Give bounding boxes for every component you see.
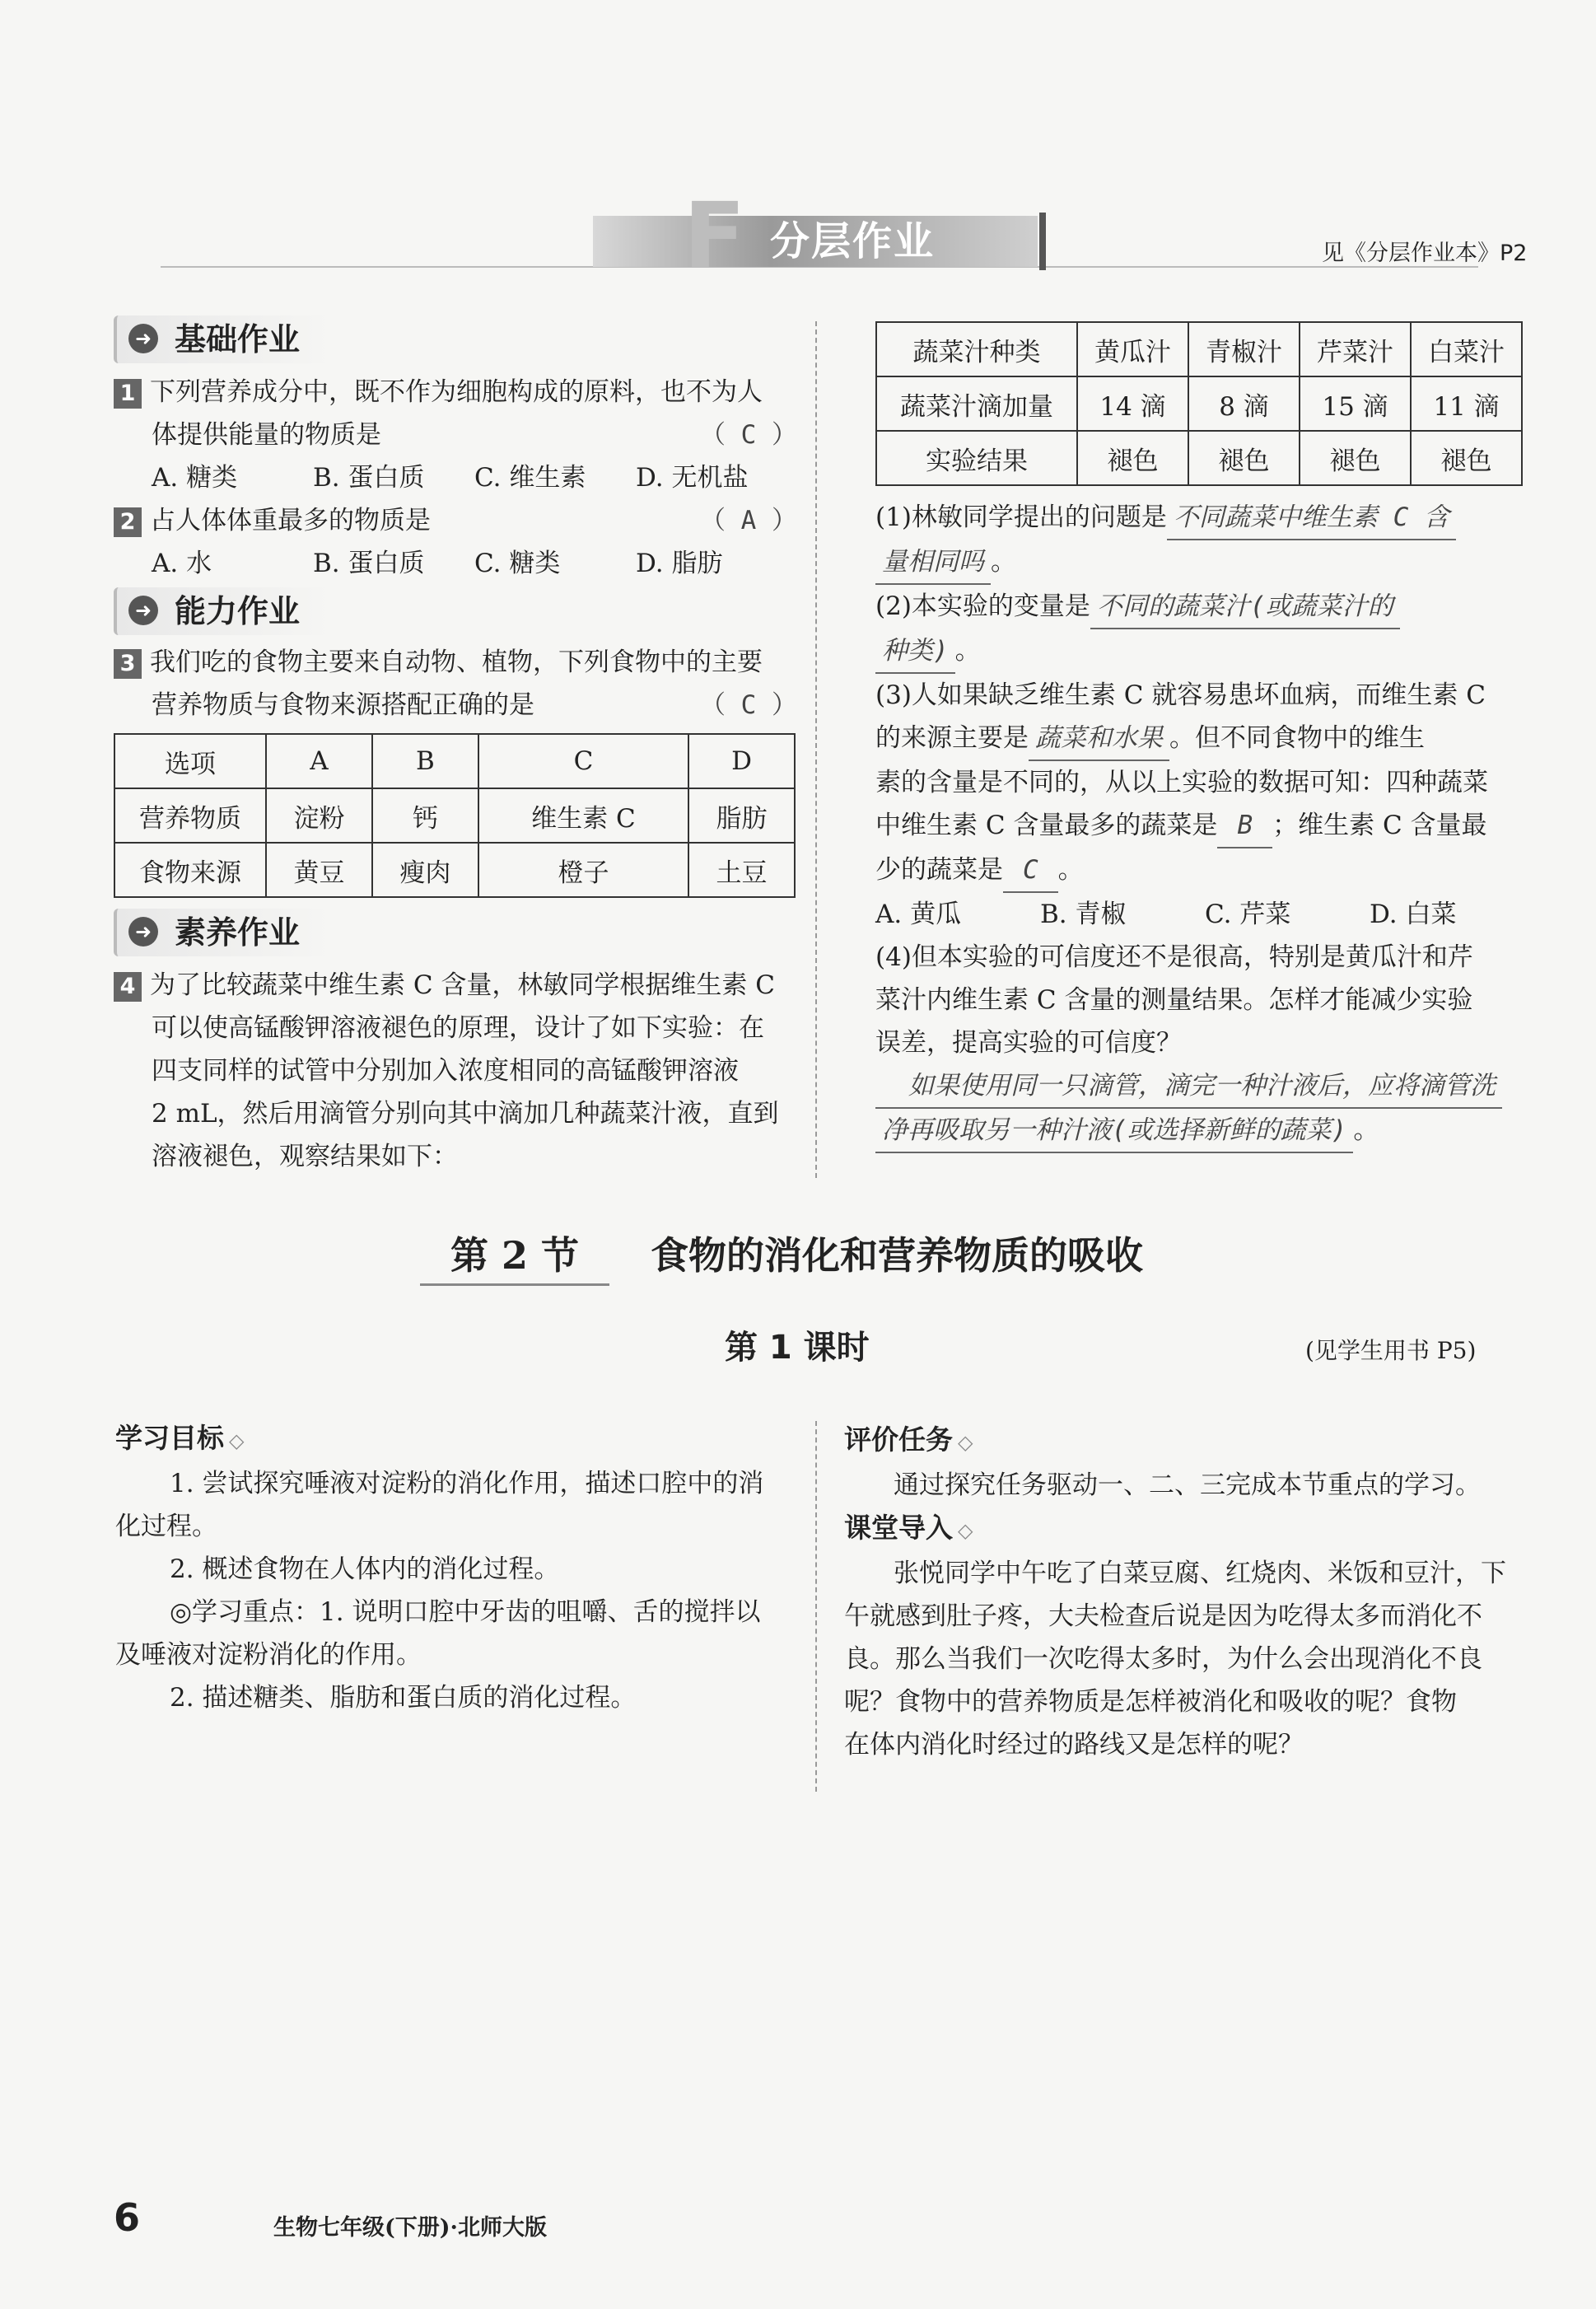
part-text: 中维生素 C 含量最多的蔬菜是	[875, 811, 1218, 840]
question-text: 我们吃的食物主要来自动物、植物，下列食物中的主要	[150, 647, 763, 677]
lesson-title: 第 1 课时	[725, 1329, 870, 1367]
part-text: 。	[1057, 855, 1084, 885]
intro-text: 张悦同学中午吃了白菜豆腐、红烧肉、米饭和豆汁，下	[894, 1559, 1506, 1588]
table-cell: 维生素 C	[478, 788, 688, 843]
option: B. 蛋白质	[313, 463, 425, 493]
table-cell: 实验结果	[876, 431, 1077, 485]
section-basic-homework	[114, 316, 333, 363]
option: A. 水	[152, 549, 212, 578]
diamond-icon: ◇	[958, 1431, 973, 1454]
eval-heading	[844, 1419, 1528, 1464]
answer-blank: 不同蔬菜中维生素 C 含	[1167, 496, 1456, 540]
part-text: 的来源主要是	[875, 723, 1029, 753]
part-text: 误差，提高实验的可信度？	[875, 1028, 1182, 1058]
answer-blank: 净再吸取另一种汁液(或选择新鲜的蔬菜)	[875, 1109, 1353, 1153]
heading-text: 课堂导入	[844, 1512, 953, 1544]
heading-text: 评价任务	[844, 1423, 953, 1456]
table-header-row	[114, 734, 795, 788]
table-cell: 白菜汁	[1411, 322, 1522, 376]
banner-divider	[1039, 213, 1046, 270]
learning-goals	[115, 1417, 799, 1719]
heading-text: 学习目标	[115, 1422, 224, 1454]
intro-text: 呢？食物中的营养物质是怎样被消化和吸收的呢？食物	[844, 1687, 1457, 1717]
column-divider	[815, 1421, 817, 1792]
question-number: 3	[114, 649, 142, 679]
question-number: 1	[114, 379, 142, 409]
question-text: 占人体体重最多的物质是	[150, 506, 431, 535]
student-book-reference: (见学生用书 P5)	[1305, 1337, 1477, 1364]
page-number: 6	[114, 2195, 141, 2240]
question-text: 为了比较蔬菜中维生素 C 含量，林敏同学根据维生素 C	[150, 970, 775, 1000]
evaluation-and-intro	[844, 1419, 1528, 1766]
question-3	[114, 641, 797, 727]
question-text: 营养物质与食物来源搭配正确的是	[152, 690, 534, 720]
question-text: 下列营养成分中，既不作为细胞构成的原料，也不为人	[150, 377, 763, 407]
table-cell: 瘦肉	[372, 843, 478, 897]
table-cell: 褪色	[1188, 431, 1300, 485]
table-row	[876, 431, 1522, 485]
table-cell: C	[478, 734, 688, 788]
part-text: 。	[954, 636, 981, 666]
part-text: 菜汁内维生素 C 含量的测量结果。怎样才能减少实验	[875, 985, 1473, 1015]
table-cell: 食物来源	[114, 843, 266, 897]
part-text: 少的蔬菜是	[875, 855, 1003, 885]
section-label: 素养作业	[175, 914, 301, 951]
question-number: 2	[114, 507, 142, 537]
part-text: (2)本实验的变量是	[875, 591, 1090, 621]
key-point-text: 及唾液对淀粉消化的作用。	[115, 1640, 422, 1670]
intro-text: 午就感到肚子疼，大夫检查后说是因为吃得太多而消化不	[844, 1601, 1482, 1631]
table-cell: 黄豆	[266, 843, 372, 897]
arrow-icon: ➜	[128, 596, 158, 625]
table-cell: 15 滴	[1300, 376, 1411, 431]
banner-letter: F	[684, 183, 746, 288]
answer-blank: 种类)	[875, 629, 955, 674]
option: D. 白菜	[1370, 900, 1457, 929]
key-point-text: ◎学习重点：1. 说明口腔中牙齿的咀嚼、舌的搅拌以	[170, 1597, 761, 1627]
option: D. 无机盐	[636, 463, 749, 493]
table-cell: 脂肪	[688, 788, 795, 843]
option: A. 黄瓜	[875, 900, 962, 929]
table-cell: 黄瓜汁	[1077, 322, 1188, 376]
table-cell: 褪色	[1300, 431, 1411, 485]
section-literacy-homework	[114, 909, 333, 956]
option: C. 糖类	[474, 549, 561, 578]
table-cell: 淀粉	[266, 788, 372, 843]
section-number: 第 2 节	[420, 1227, 609, 1286]
question-text: 2 mL，然后用滴管分别向其中滴加几种蔬菜汁液，直到	[152, 1099, 779, 1129]
answer-blank: 量相同吗	[875, 540, 991, 585]
table-cell: 土豆	[688, 843, 795, 897]
question-1	[114, 371, 797, 499]
banner-reference: 见《分层作业本》P2	[1322, 241, 1528, 266]
intro-text: 在体内消化时经过的路线又是怎样的呢？	[844, 1730, 1304, 1760]
section-ability-homework	[114, 587, 333, 635]
goal-text: 化过程。	[115, 1512, 217, 1541]
section-title: 食物的消化和营养物质的吸收	[651, 1233, 1143, 1278]
banner-title: 分层作业	[770, 218, 936, 264]
table-header-row	[876, 322, 1522, 376]
part-text: (4)但本实验的可信度还不是很高，特别是黄瓜汁和芹	[875, 942, 1473, 972]
question-text: 溶液褪色，观察结果如下：	[152, 1142, 458, 1171]
option: C. 维生素	[474, 463, 586, 493]
table-cell: 褪色	[1077, 431, 1188, 485]
answer: （ A ）	[700, 506, 797, 535]
table-cell: D	[688, 734, 795, 788]
question-text: 可以使高锰酸钾溶液褪色的原理，设计了如下实验：在	[152, 1013, 764, 1043]
column-divider	[815, 321, 817, 1178]
table-row	[876, 376, 1522, 431]
key-point-text: 2. 描述糖类、脂肪和蛋白质的消化过程。	[170, 1683, 637, 1713]
option: B. 青椒	[1040, 900, 1127, 929]
answer-blank: C	[1003, 848, 1058, 893]
section-label: 基础作业	[175, 321, 301, 358]
part-text: (1)林敏同学提出的问题是	[875, 502, 1167, 532]
table-cell: 营养物质	[114, 788, 266, 843]
goal-text: 2. 概述食物在人体内的消化过程。	[170, 1554, 560, 1584]
part-text: 。	[1353, 1115, 1379, 1145]
intro-heading	[844, 1507, 1528, 1552]
part-text: 。	[991, 547, 1016, 577]
part-text: (3)人如果缺乏维生素 C 就容易患坏血病，而维生素 C	[875, 680, 1486, 710]
intro-text: 良。那么当我们一次吃得太多时，为什么会出现消化不良	[844, 1644, 1482, 1674]
table-row	[114, 843, 795, 897]
book-title: 生物七年级(下册)·北师大版	[273, 2215, 547, 2241]
answer-blank: 蔬菜和水果	[1029, 717, 1169, 761]
goals-heading	[115, 1417, 799, 1462]
question-number: 4	[114, 972, 142, 1002]
section-label: 能力作业	[175, 593, 301, 629]
table-cell: 褪色	[1411, 431, 1522, 485]
eval-text: 通过探究任务驱动一、二、三完成本节重点的学习。	[894, 1470, 1481, 1500]
question-2	[114, 499, 797, 585]
table-cell: B	[372, 734, 478, 788]
table-cell: 选项	[114, 734, 266, 788]
table-cell: 橙子	[478, 843, 688, 897]
question-text: 体提供能量的物质是	[152, 420, 381, 450]
answer-blank: B	[1217, 804, 1272, 848]
answer-blank: 如果使用同一只滴管，滴完一种汁液后，应将滴管洗	[875, 1064, 1502, 1109]
part-text: ；维生素 C 含量最	[1272, 811, 1487, 840]
question-4-parts	[875, 496, 1526, 1153]
question-text: 四支同样的试管中分别加入浓度相同的高锰酸钾溶液	[152, 1056, 739, 1086]
arrow-icon: ➜	[128, 324, 158, 353]
table-cell: 11 滴	[1411, 376, 1522, 431]
table-cell: 钙	[372, 788, 478, 843]
option: C. 芹菜	[1205, 900, 1291, 929]
option: A. 糖类	[152, 463, 238, 493]
table-cell: 青椒汁	[1188, 322, 1300, 376]
table-cell: 14 滴	[1077, 376, 1188, 431]
table-cell: A	[266, 734, 372, 788]
part-text: 。但不同食物中的维生	[1169, 723, 1425, 753]
nutrient-table	[114, 733, 796, 898]
table-cell: 蔬菜汁种类	[876, 322, 1077, 376]
table-cell: 芹菜汁	[1300, 322, 1411, 376]
table-row	[114, 788, 795, 843]
answer: （ C ）	[700, 690, 797, 720]
part-text: 素的含量是不同的，从以上实验的数据可知：四种蔬菜	[875, 768, 1488, 797]
option: B. 蛋白质	[313, 549, 425, 578]
arrow-icon: ➜	[128, 917, 158, 947]
table-cell: 8 滴	[1188, 376, 1300, 431]
diamond-icon: ◇	[229, 1429, 245, 1452]
diamond-icon: ◇	[958, 1519, 973, 1542]
question-4	[114, 964, 797, 1178]
vegetable-juice-table	[875, 321, 1523, 486]
option: D. 脂肪	[636, 549, 723, 578]
answer-blank: 不同的蔬菜汁(或蔬菜汁的	[1090, 585, 1400, 629]
table-cell: 蔬菜汁滴加量	[876, 376, 1077, 431]
goal-text: 1. 尝试探究唾液对淀粉的消化作用，描述口腔中的消	[170, 1469, 764, 1498]
answer: （ C ）	[700, 420, 797, 450]
